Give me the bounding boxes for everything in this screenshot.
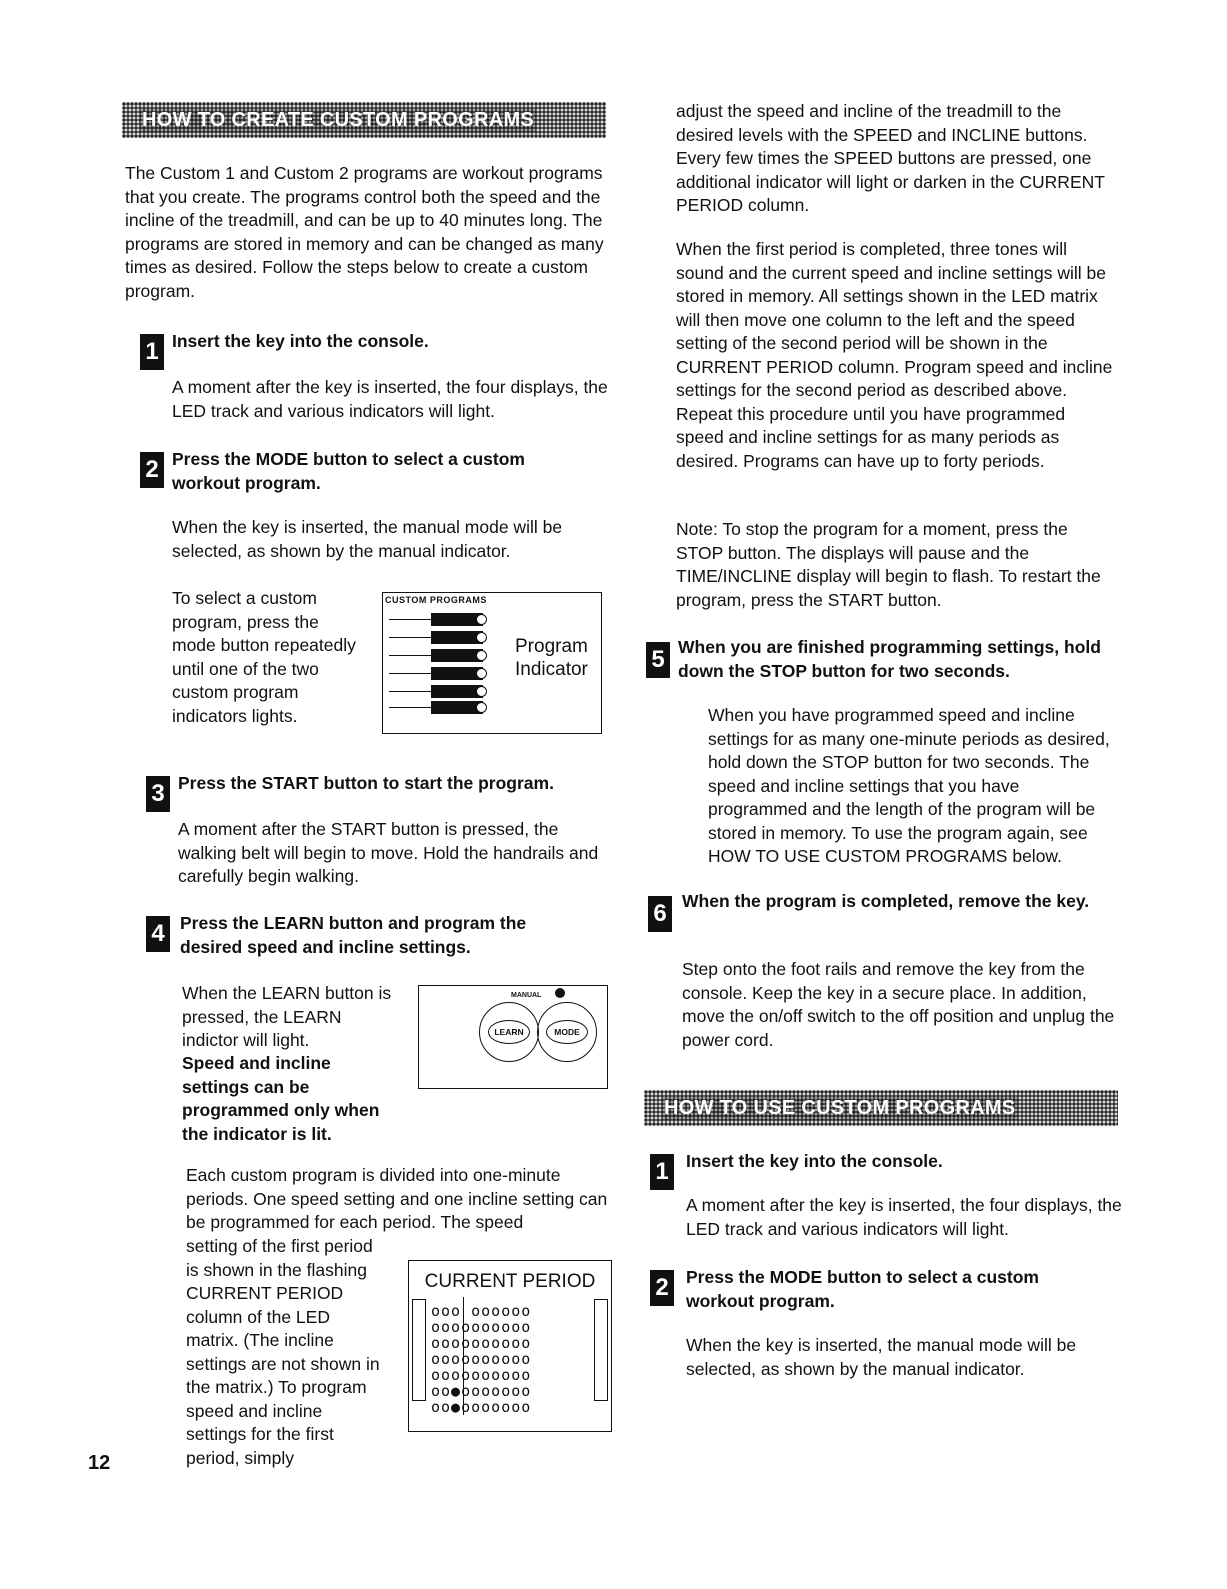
led-row: oo●ooooooo xyxy=(431,1382,532,1400)
use-step-1-heading: Insert the key into the console. xyxy=(686,1151,943,1171)
learn-button: LEARN xyxy=(488,1020,530,1044)
led-matrix-title: CURRENT PERIOD xyxy=(424,1271,596,1292)
led-row: oo●ooooooo xyxy=(431,1398,532,1416)
indicator-row xyxy=(389,631,487,643)
section-banner-create: HOW TO CREATE CUSTOM PROGRAMS xyxy=(122,102,606,138)
step-6-heading: When the program is completed, remove the key. xyxy=(682,891,1090,911)
led-row: ooo oooooo xyxy=(431,1302,532,1320)
manual-indicator-light xyxy=(555,988,565,998)
step-5-badge: 5 xyxy=(646,642,670,678)
step-2-heading: Press the MODE button to select a custom workout program. xyxy=(172,449,525,493)
led-matrix-figure xyxy=(408,1260,612,1432)
led-row: oooooooooo xyxy=(431,1318,532,1336)
step-4-continued-2: When the first period is completed, three tones will sound and the current speed and incline settings will be stored in memory. All settings shown in the LED matrix will then move one column to the left and the speed setting of the second period will be shown in the CURRENT PERIOD column. Program speed and incline settings for the second period as described above. Repeat this procedure until you have programmed speed and incline settings for as many periods as desired. Programs can have up to forty periods. xyxy=(676,239,1113,471)
step-4-learn-note: Speed and incline settings can be programmed only when the indicator is lit. xyxy=(182,1053,380,1144)
manual-indicator-label: MANUAL xyxy=(511,992,542,999)
step-2-badge: 2 xyxy=(140,452,164,488)
step-2-figure-caption: To select a custom program, press the mode button repeatedly until one of the two custom program indicators lights. xyxy=(172,588,356,726)
indicator-row xyxy=(389,613,487,625)
step-1-body: A moment after the key is inserted, the four displays, the LED track and various indicators will light. xyxy=(172,377,608,421)
step-4-learn-text: When the LEARN button is pressed, the LEARN indictor will light. xyxy=(182,983,392,1050)
indicator-row xyxy=(389,701,487,713)
program-indicator-figure xyxy=(382,592,602,734)
current-period-column-marker xyxy=(463,1297,464,1415)
step-4-body-continued: setting of the first period is shown in the flashing CURRENT PERIOD column of the LED matrix. (The incline settings are not shown in the matrix.) To program speed and incline settings for the first period, simply xyxy=(186,1236,380,1468)
stop-note: Note: To stop the program for a moment, press the STOP button. The displays will pause and the TIME/INCLINE display will begin to flash. To restart the program, press the START button. xyxy=(676,519,1101,610)
step-4-continued: adjust the speed and incline of the treadmill to the desired levels with the SPEED and INCLINE buttons. Every few times the SPEED buttons are pressed, one additional indicator will light or darken in the CURRENT PERIOD column. xyxy=(676,101,1105,215)
page-number: 12 xyxy=(88,1452,111,1474)
led-matrix-left-bracket xyxy=(412,1299,426,1401)
mode-button: MODE xyxy=(546,1020,588,1044)
learn-button-circle xyxy=(479,1002,539,1062)
learn-button-figure xyxy=(418,985,608,1089)
step-2-body: When the key is inserted, the manual mode will be selected, as shown by the manual indicator. xyxy=(172,517,563,561)
step-3-body: A moment after the START button is pressed, the walking belt will begin to move. Hold the handrails and carefully begin walking. xyxy=(178,819,599,886)
step-4-body: Each custom program is divided into one-minute periods. One speed setting and one incline setting can be programmed for each period. The speed xyxy=(186,1165,608,1232)
led-matrix-right-bracket xyxy=(594,1299,608,1401)
use-step-1-body: A moment after the key is inserted, the four displays, the LED track and various indicators will light. xyxy=(686,1195,1122,1239)
use-step-2-heading: Press the MODE button to select a custom workout program. xyxy=(686,1267,1039,1311)
step-1-heading: Insert the key into the console. xyxy=(172,331,429,351)
step-5-body: When you have programmed speed and incline settings for as many one-minute periods as desired, hold down the STOP button for two seconds. The speed and incline settings that you have programmed and the length of the program will be stored in memory. To use the program again, see HOW TO USE CUSTOM PROGRAMS below. xyxy=(708,705,1110,866)
section-banner-use: HOW TO USE CUSTOM PROGRAMS xyxy=(644,1090,1118,1126)
step-5-heading: When you are finished programming settings, hold down the STOP button for two seconds. xyxy=(678,637,1101,681)
led-row: oooooooooo xyxy=(431,1366,532,1384)
step-6-badge: 6 xyxy=(648,896,672,932)
mode-button-circle xyxy=(537,1002,597,1062)
step-6-body: Step onto the foot rails and remove the key from the console. Keep the key in a secure place. In addition, move the on/off switch to the off position and unplug the power cord. xyxy=(682,959,1115,1050)
led-row: oooooooooo xyxy=(431,1350,532,1368)
step-4-badge: 4 xyxy=(146,916,170,952)
indicator-row xyxy=(389,667,487,679)
indicator-row xyxy=(389,649,487,661)
figure-title: CUSTOM PROGRAMS xyxy=(385,595,487,605)
step-3-badge: 3 xyxy=(146,776,170,812)
led-row: oooooooooo xyxy=(431,1334,532,1352)
step-3-heading: Press the START button to start the program. xyxy=(178,773,554,793)
indicator-row xyxy=(389,685,487,697)
use-step-2-body: When the key is inserted, the manual mode will be selected, as shown by the manual indicator. xyxy=(686,1335,1077,1379)
program-indicator-label: Program Indicator xyxy=(515,636,588,680)
intro-paragraph: The Custom 1 and Custom 2 programs are workout programs that you create. The programs control both the speed and the incline of the treadmill, and can be up to 40 minutes long. The programs are stored in memory and can be changed as many times as desired. Follow the steps below to create a custom program. xyxy=(125,163,604,301)
use-step-1-badge: 1 xyxy=(650,1154,674,1190)
step-4-heading: Press the LEARN button and program the desired speed and incline settings. xyxy=(180,913,527,957)
use-step-2-badge: 2 xyxy=(650,1270,674,1306)
step-1-badge: 1 xyxy=(140,334,164,370)
